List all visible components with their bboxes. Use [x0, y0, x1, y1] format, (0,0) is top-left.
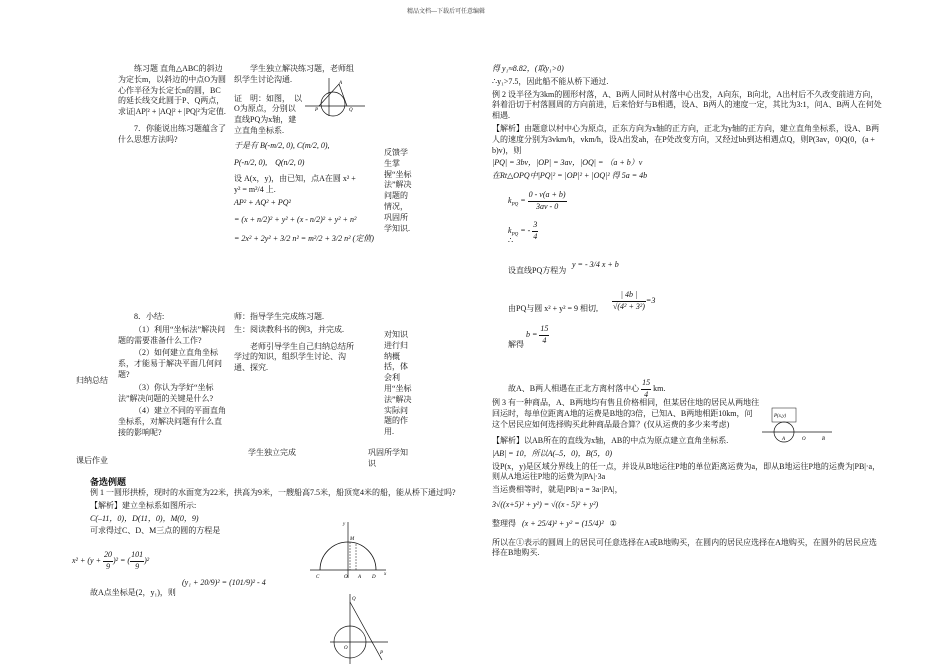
ex2-line-1: |PQ| = 3bv，|OP| = 3av，|OQ| = （a + b）v: [492, 158, 643, 168]
ex3-equation-1: 3√((x+5)² + y²) = √((x - 5)² + y²): [492, 499, 599, 509]
proof-line-5: AP² + AQ² + PQ²: [234, 197, 291, 207]
q8-item-2: （2）如何建立直角坐标系，才能易于解决平面几何问题?: [118, 348, 222, 379]
q8-item-1: （1）利用“坐标法”解决问题的需要准备什么工作?: [118, 324, 226, 345]
ex1-a-equation: (y₁ + 20/9)² = (101/9)² - 4: [182, 578, 266, 587]
solve-label: 解得: [508, 340, 524, 349]
tangent-circle-figure: [330, 594, 390, 666]
feedback-2: 对知识进行归纳概括，体会利用“坐标法”解决实际问题的作用.: [384, 330, 412, 437]
ex2-conclusion: 故A、B两人相遇在正北方离村落中心 $\frac{15}{4}$ km.: [508, 378, 666, 399]
summary-teacher: [234, 312, 360, 376]
example-3: [492, 398, 760, 432]
question-7: 7．你能说出练习题蕴含了什么思想方法吗?: [118, 123, 226, 144]
line-pq-equation: y = - 3/4 x + b: [572, 260, 619, 269]
ex3-line-2: 设P(x，y)是区域分界线上的任一点，并设从B地运往P地的单位距离运费为a，即从B地运往P地的运费为|PB|·a，则从A地运往P地的运费为|PA|·3a: [492, 461, 881, 482]
ex1-points: C(–11，0)，D(11，0)，M(0，9): [90, 513, 199, 523]
ex3-line-1: |AB| = 10，所以A(–5，0)，B(5，0): [492, 448, 612, 458]
ex1-problem: 例 1 一圆形拱桥，现时的水面宽为22米，拱高为9米，一艘船高7.5米，船顶宽4米的船，能从桥下通过吗?: [90, 488, 456, 497]
ex3-line-3: 当运费相等时，就是|PB|·a = 3a·|PA|，: [492, 485, 623, 495]
ex2-line-2: 在Rt△OPQ中|PQ|² = |OP|² + |OQ|² 得 5a = 4b: [492, 171, 648, 181]
example-2: 例 2 设半径为3km的圆形村落，A、B两人同时从村落中心出发，A向东，B向北，A出村后不久改变前进方向，斜着沿切于村落圆周的方向前进，后来恰好与B相遇，设A、B两人的速度一定，其比为3:1，问A、B两人在何处相遇.: [492, 89, 882, 121]
ex3-final: 所以在①表示的圆周上的居民可任意选择在A或B地购买，在圆内的居民应选择在A地购买，在圆外的居民应选择在B地购买.: [492, 537, 877, 558]
fig-bridge-c: C: [316, 575, 320, 580]
proof-line-4: 设 A(x，y)，由已知，点A在圆 x² + y² = m²/4 上.: [234, 174, 356, 195]
summary-label: 归纳总结: [76, 376, 108, 385]
fig-bridge-d: D: [372, 575, 376, 580]
fig-bridge-o: O: [344, 575, 348, 580]
fig-bridge-x: x: [384, 572, 387, 577]
teacher-guide-2: 老师引导学生自己归纳总结所学过的知识，组织学生讨论、沟通、探究.: [234, 341, 354, 373]
fig-bridge-a: A: [358, 575, 362, 580]
proof-line-7: = 2x² + 2y² + 3/2 n² = m²/2 + 3/2 n² (定值): [234, 233, 374, 243]
proof-line-6: = (x + n/2)² + y² + (x - n/2)² + y² + n²: [234, 214, 357, 224]
teacher-guide: 师：指导学生完成练习题.: [234, 312, 324, 321]
kpq-equation-2: $k_{PQ}$ = - $\frac{3}{4}$: [508, 220, 538, 241]
ex1-solution-head: 【解析】建立坐标系如图所示:: [90, 500, 197, 510]
q8-item-4: （4）建立不同的平面直角坐标系，对解决问题有什么直接的影响呢?: [118, 406, 226, 437]
b-value: b = $\frac{15}{4}$: [526, 324, 549, 345]
page-header-note: 精品文档---下载后可任意编辑: [407, 9, 485, 15]
ex1-a-text: 故A点坐标是(2，y₁)，则: [90, 588, 176, 597]
ex3-sol-head: 【解析】以AB所在的直线为x轴，AB的中点为原点建立直角坐标系.: [492, 436, 729, 445]
ex2-solution: 【解析】由题意以村中心为原点，正东方向为x轴的正方向，正北为y轴的正方向，建立直角坐标系，设A、B两人的速度分别为3vkm/h，vkm/h，设A出发ah，在P处改变方向，又经过bh到达相遇点Q，则P(3av，0)Q(0，(a + b)v)，则: [492, 123, 880, 155]
ex3-solution: [492, 436, 882, 561]
exercise-text: [118, 64, 228, 148]
q8-title: 8．小结:: [134, 312, 165, 321]
ex1-circle-intro: 可求得过C、D、M三点的圆的方程是: [90, 526, 221, 536]
triangle-circle-figure: [305, 78, 365, 116]
exercise-problem: 练习题 直角△ABC的斜边为定长m，以斜边的中点O为圆心作半径为长定长n的圆，BC的延长线交此圆于P、Q两点，求证|AP|² + |AQ|² + |PQ|²为定值.: [118, 64, 226, 117]
right-column: [492, 64, 882, 184]
fig3-a: A: [782, 437, 786, 442]
fig-bridge-m: M: [350, 537, 355, 542]
proof-line-1: 证 明：如图， 以O为原点，分别以直线PQ为x轴，建立直角坐标系.: [234, 93, 302, 135]
kpq-equation-1: $k_{PQ}$ = $\frac{0 - v(a + b)}{3av - 0}$: [508, 190, 566, 211]
proof-line-2: 于是有 B(-m/2, 0), C(m/2, 0),: [234, 140, 330, 150]
line-pq-label: 设直线PQ方程为: [508, 266, 567, 275]
fig-tri-a: A: [339, 81, 343, 86]
ex1-circle-equation: x² + (y + $\frac{20}{9}$ )² = ( $\frac{101}{9}$ )²: [72, 550, 150, 571]
section-title: 备选例题: [90, 477, 127, 487]
ex3-equation-2: (x + 25/4)² + y² = (15/4)²: [522, 518, 604, 528]
summary-questions: [118, 312, 228, 441]
example-1: [90, 488, 470, 539]
exercise-teacher-note: 学生独立解决练习题，老师组织学生讨论沟通.: [234, 64, 354, 84]
feedback-1: 反馈学生掌握“坐标法”解决问题的情况，巩固所学知识.: [384, 148, 412, 233]
fig-c2-o: O: [344, 646, 348, 651]
tangent-equation: $\frac{| 4b |}{\text{√(4² + 3²)}}$ =3: [613, 290, 656, 311]
homework-label: 课后作业: [76, 456, 108, 465]
r-line-1: 得 y₁≈8.82，(取y₁>0): [492, 64, 564, 73]
fig-c2-p: P: [380, 651, 384, 656]
ex3-circled-1: ①: [609, 518, 617, 528]
fig3-b: B: [822, 437, 826, 442]
therefore-symbol: ∴: [508, 236, 514, 245]
homework-goal: 巩固所学知识: [368, 448, 408, 468]
fig-bridge-y: y: [343, 522, 346, 527]
fig-c2-q: Q: [352, 597, 356, 602]
tangent-label: 由PQ与圆 x² + y² = 9 相切,: [508, 304, 599, 313]
bridge-figure: [310, 520, 390, 582]
homework-student: 学生独立完成: [248, 448, 296, 457]
student-read: 生：阅读教科书的例3，并完成.: [234, 324, 344, 334]
ex3-problem: 例 3 有一种商品，A、B两地均有售且价格相同，但某居住地的居民从两地往回运时，每单位距离A地的运费是B地的3倍，已知A、B两地相距10km，问这个居民应如何选择购买此种商品最合算？(仅从运费的多少来考虑): [492, 398, 760, 429]
fig-tri-q: Q: [349, 108, 353, 113]
fig3-p: P(x,y): [774, 414, 787, 419]
proof-line-3: P(-n/2, 0), Q(n/2, 0): [234, 157, 305, 167]
ex3-equation-2-line: 整理得 (x + 25/4)² + y² = (15/4)² ①: [492, 518, 617, 528]
fig-tri-p: P: [315, 108, 319, 113]
r-line-2: ∴y₁>7.5，因此船不能从桥下通过.: [492, 76, 609, 86]
q8-item-3: （3）你认为学好“坐标法”解决问题的关键是什么?: [118, 382, 214, 403]
fig3-o: O: [802, 437, 806, 442]
